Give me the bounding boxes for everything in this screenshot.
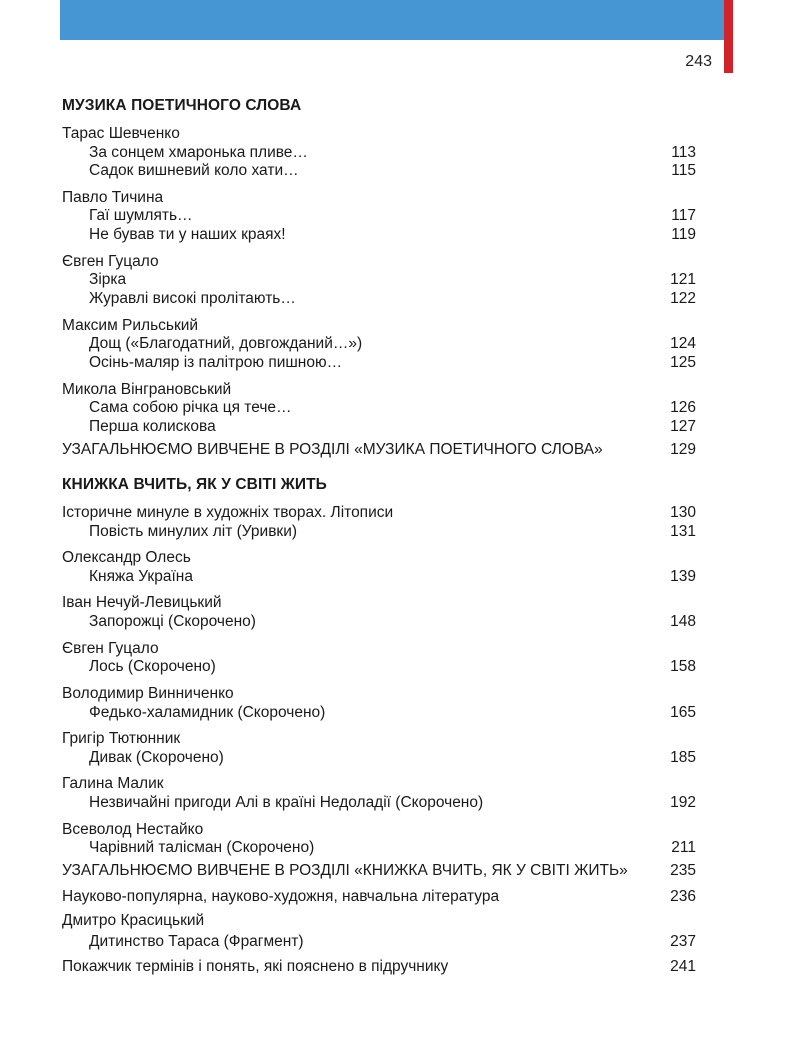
toc-work-label: Незвичайні пригоди Алі в країні Недоладії (Скорочено) xyxy=(89,794,484,811)
toc-author-label: Галина Малик xyxy=(62,775,164,792)
toc-work-row[interactable] xyxy=(89,612,696,631)
toc-work-row[interactable] xyxy=(89,225,696,244)
toc-page-number: 211 xyxy=(671,839,696,856)
toc-author-row[interactable] xyxy=(62,957,696,976)
toc-work-label: Сама собою річка ця тече… xyxy=(89,399,292,416)
toc-work-label: Осінь-маляр із палітрою пишною… xyxy=(89,354,343,371)
toc-author-row xyxy=(62,548,696,567)
toc-work-label: Повість минулих літ (Уривки) xyxy=(89,523,298,540)
toc-work-row[interactable] xyxy=(89,793,696,812)
toc-author-row xyxy=(62,380,696,399)
toc-work-row[interactable] xyxy=(89,270,696,289)
toc-page-number: 113 xyxy=(671,144,696,161)
toc-page-number: 122 xyxy=(670,290,696,307)
toc-work-label: Журавлі високі пролітають… xyxy=(89,290,296,307)
toc-author-label: Григір Тютюнник xyxy=(62,730,181,747)
toc-page-number: 125 xyxy=(670,354,696,371)
toc-work-row[interactable] xyxy=(89,522,696,541)
toc-work-label: Гаї шумлять… xyxy=(89,207,193,224)
toc-work-row[interactable] xyxy=(89,289,696,308)
toc-author-row[interactable] xyxy=(62,887,696,906)
toc-author-row xyxy=(62,729,696,748)
toc-author-row xyxy=(62,639,696,658)
toc-work-label: Дощ («Благодатний, довгожданий…») xyxy=(89,335,363,352)
toc-work-row[interactable] xyxy=(89,417,696,436)
toc-work-label: Дитинство Тараса (Фрагмент) xyxy=(89,933,304,950)
toc-page-number: 148 xyxy=(670,613,696,630)
section-title: КНИЖКА ВЧИТЬ, ЯК У СВІТІ ЖИТЬ xyxy=(62,476,327,493)
toc-author-row[interactable] xyxy=(62,503,696,522)
toc-work-row[interactable] xyxy=(89,334,696,353)
section-title: МУЗИКА ПОЕТИЧНОГО СЛОВА xyxy=(62,97,302,114)
toc-page-number: 165 xyxy=(670,704,696,721)
toc-author-label: Дмитро Красицький xyxy=(62,912,205,929)
toc-author-label: Історичне минуле в художніх творах. Літописи xyxy=(62,504,394,521)
toc-author-row xyxy=(62,911,696,930)
toc-work-row[interactable] xyxy=(89,398,696,417)
toc-author-row xyxy=(62,593,696,612)
toc-summary-label: УЗАГАЛЬНЮЄМО ВИВЧЕНЕ В РОЗДІЛІ «КНИЖКА ВЧИТЬ, ЯК У СВІТІ ЖИТЬ» xyxy=(62,862,628,879)
toc-author-row xyxy=(62,774,696,793)
header-band xyxy=(60,0,724,40)
page-marker-tab xyxy=(724,0,733,73)
toc-page-number: 185 xyxy=(670,749,696,766)
toc-work-row[interactable] xyxy=(89,161,696,180)
toc-work-row[interactable] xyxy=(89,838,696,857)
toc-work-label: Княжа Україна xyxy=(89,568,193,585)
toc-author-label: Євген Гуцало xyxy=(62,640,159,657)
toc-work-row[interactable] xyxy=(89,932,696,951)
toc-work-label: Зірка xyxy=(89,271,127,288)
toc-page-number: 235 xyxy=(670,862,696,879)
toc-page-number: 237 xyxy=(670,933,696,950)
toc-page-number: 124 xyxy=(670,335,696,352)
toc-author-label: Микола Вінграновський xyxy=(62,381,232,398)
toc-summary-row[interactable] xyxy=(62,440,696,459)
toc-work-label: Не бував ти у наших краях! xyxy=(89,226,286,243)
toc-work-label: Запорожці (Скорочено) xyxy=(89,613,256,630)
toc-author-label: Максим Рильський xyxy=(62,317,199,334)
toc-author-row xyxy=(62,684,696,703)
toc-work-row[interactable] xyxy=(89,206,696,225)
toc-work-row[interactable] xyxy=(89,748,696,767)
toc-work-label: Лось (Скорочено) xyxy=(89,658,216,675)
toc-author-label: Всеволод Нестайко xyxy=(62,821,204,838)
toc-author-row xyxy=(62,820,696,839)
toc-work-label: Федько-халамидник (Скорочено) xyxy=(89,704,326,721)
toc-author-label: Тарас Шевченко xyxy=(62,125,180,142)
toc-work-row[interactable] xyxy=(89,703,696,722)
toc-author-label: Олександр Олесь xyxy=(62,549,191,566)
toc-author-label: Покажчик термінів і понять, які пояснено в підручнику xyxy=(62,958,449,975)
toc-page-number: 131 xyxy=(670,523,696,540)
toc-summary-label: УЗАГАЛЬНЮЄМО ВИВЧЕНЕ В РОЗДІЛІ «МУЗИКА ПОЕТИЧНОГО СЛОВА» xyxy=(62,441,603,458)
toc-page-number: 117 xyxy=(671,207,696,224)
toc-work-row[interactable] xyxy=(89,143,696,162)
toc-page-number: 139 xyxy=(670,568,696,585)
toc-author-label: Павло Тичина xyxy=(62,189,164,206)
toc-page-number: 236 xyxy=(670,888,696,905)
toc-author-label: Євген Гуцало xyxy=(62,253,159,270)
toc-work-row[interactable] xyxy=(89,567,696,586)
toc-summary-row[interactable] xyxy=(62,861,696,880)
page-number: 243 xyxy=(685,53,712,70)
toc-work-label: Чарівний талісман (Скорочено) xyxy=(89,839,315,856)
toc-work-row[interactable] xyxy=(89,657,696,676)
toc-author-label: Науково-популярна, науково-художня, навчальна література xyxy=(62,888,500,905)
toc-author-row xyxy=(62,252,696,271)
toc-page-number: 241 xyxy=(670,958,696,975)
toc-page-number: 126 xyxy=(670,399,696,416)
toc-page-number: 121 xyxy=(670,271,696,288)
toc-author-label: Іван Нечуй-Левицький xyxy=(62,594,222,611)
toc-author-label: Володимир Винниченко xyxy=(62,685,234,702)
toc-page-number: 192 xyxy=(670,794,696,811)
toc-author-row xyxy=(62,316,696,335)
toc-work-row[interactable] xyxy=(89,353,696,372)
toc-author-row xyxy=(62,188,696,207)
toc-page-number: 158 xyxy=(670,658,696,675)
toc-page-number: 115 xyxy=(671,162,696,179)
toc-page-number: 129 xyxy=(670,441,696,458)
toc-page-number: 119 xyxy=(671,226,696,243)
toc-work-label: Садок вишневий коло хати… xyxy=(89,162,299,179)
toc-work-label: Дивак (Скорочено) xyxy=(89,749,224,766)
toc-author-row xyxy=(62,124,696,143)
toc-work-label: Перша колискова xyxy=(89,418,216,435)
toc-work-label: За сонцем хмаронька пливе… xyxy=(89,144,308,161)
toc-page-number: 127 xyxy=(670,418,696,435)
toc-page-number: 130 xyxy=(670,504,696,521)
